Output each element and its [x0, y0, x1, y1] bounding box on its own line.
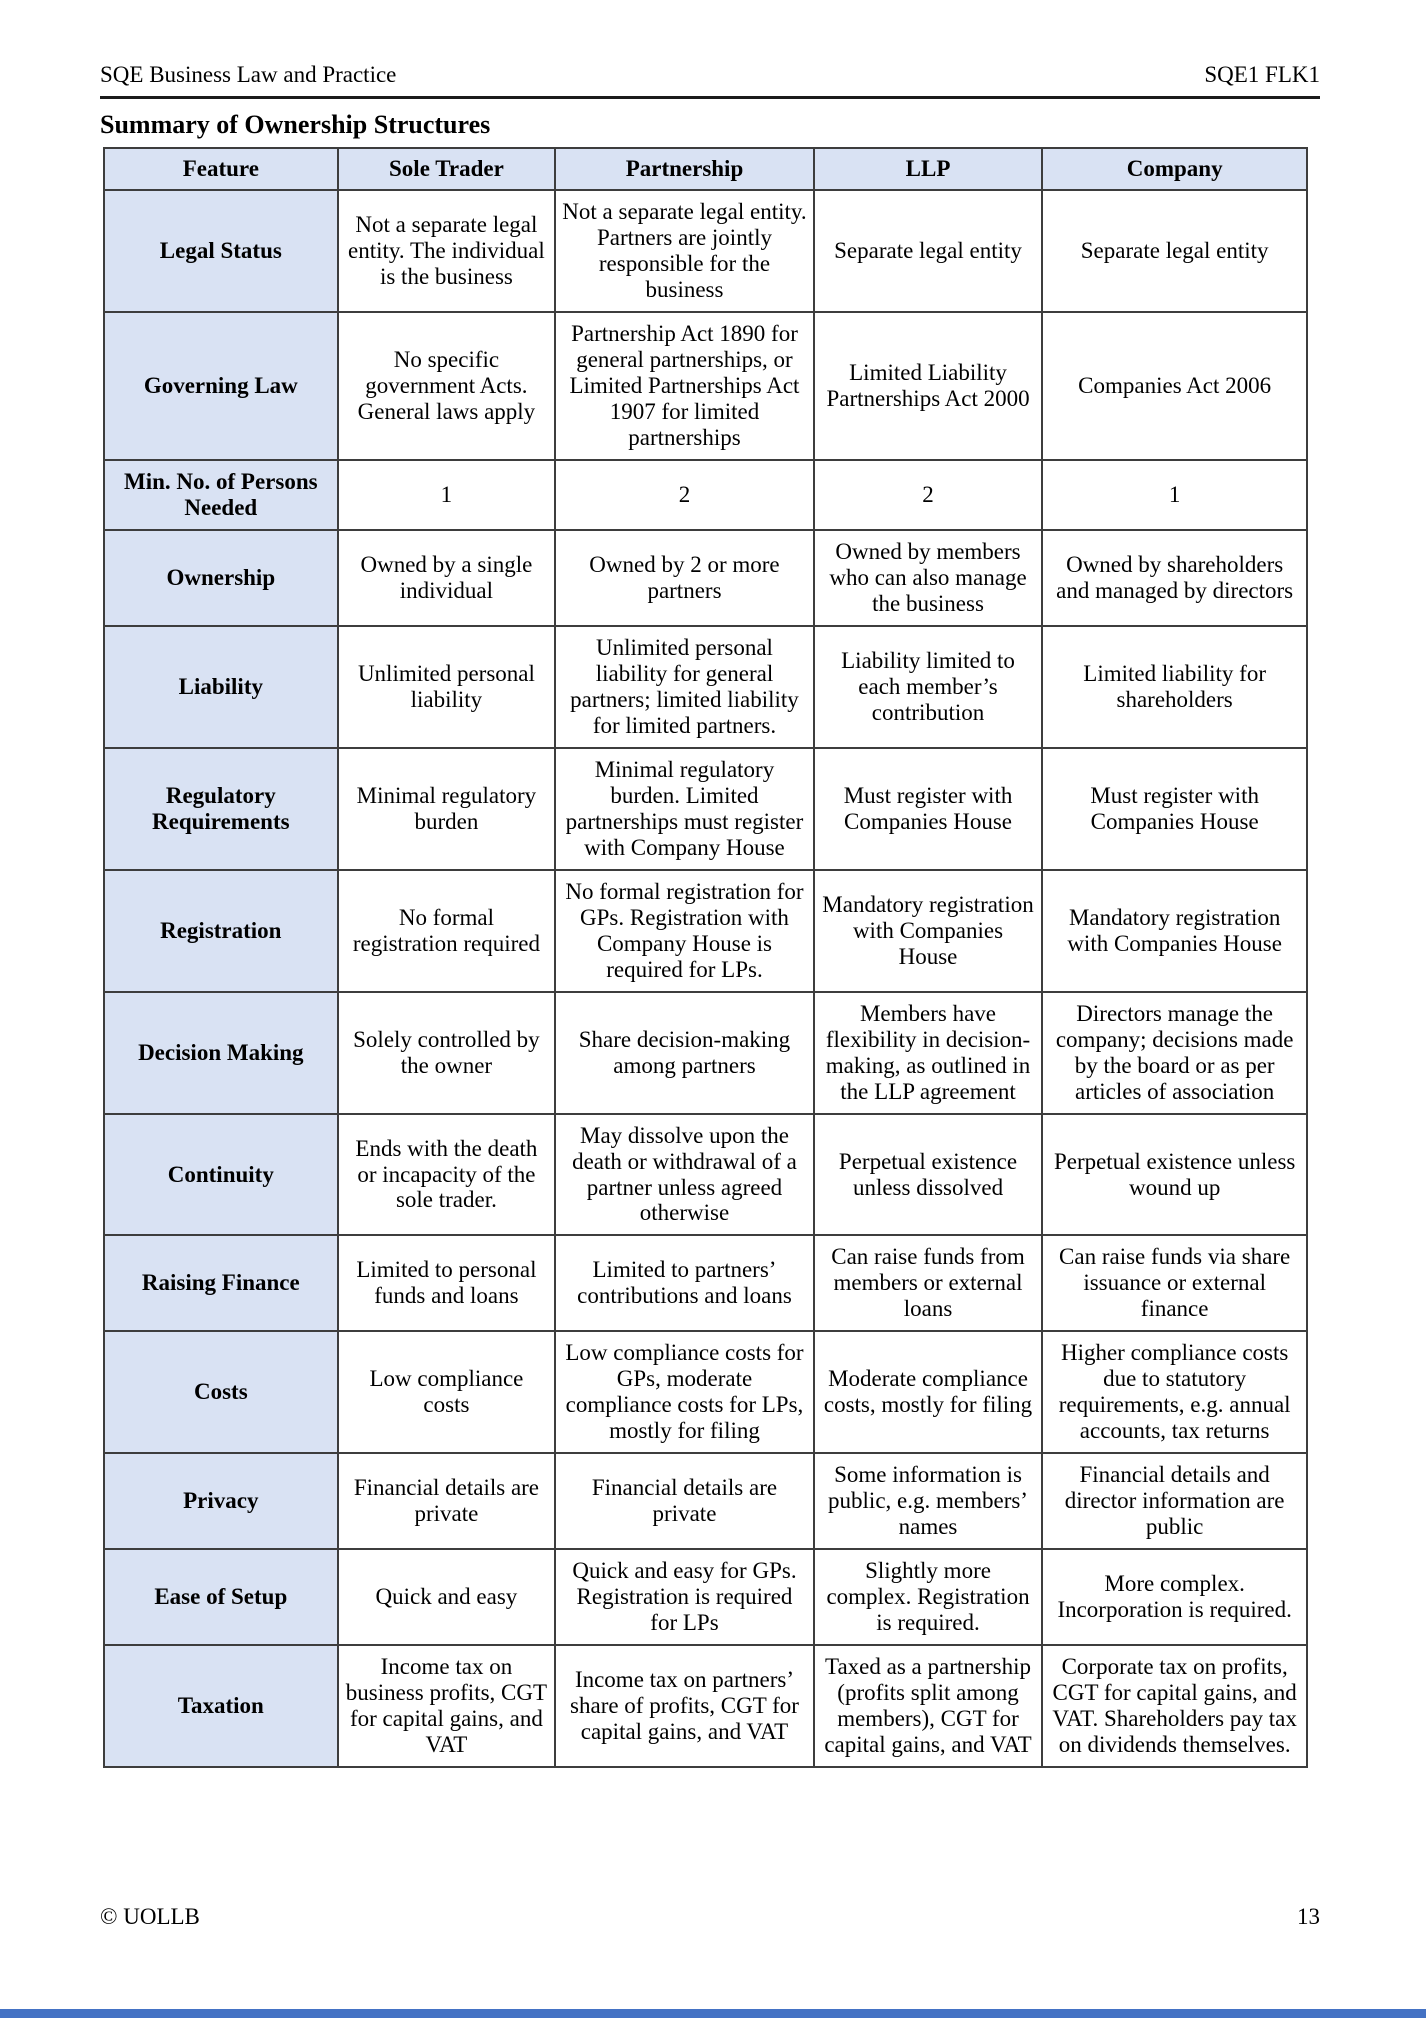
- table-cell: Can raise funds via share issuance or external finance: [1042, 1235, 1307, 1331]
- feature-cell: Taxation: [104, 1645, 338, 1767]
- table-row: [104, 530, 1307, 626]
- table-cell: 1: [338, 460, 556, 530]
- table-row: [104, 190, 1307, 312]
- running-header: [100, 62, 1320, 99]
- feature-cell: Regulatory Requirements: [104, 748, 338, 870]
- table-cell: Quick and easy: [338, 1549, 556, 1645]
- feature-cell: Raising Finance: [104, 1235, 338, 1331]
- table-cell: Separate legal entity: [814, 190, 1043, 312]
- page-number: 13: [1297, 1904, 1320, 1929]
- table-cell: Ends with the death or incapacity of the sole trader.: [338, 1114, 556, 1236]
- table-cell: Must register with Companies House: [814, 748, 1043, 870]
- table-cell: Share decision-making among partners: [555, 992, 814, 1114]
- table-cell: Mandatory registration with Companies House: [814, 870, 1043, 992]
- feature-cell: Costs: [104, 1331, 338, 1453]
- feature-cell: Ownership: [104, 530, 338, 626]
- table-cell: Partnership Act 1890 for general partnerships, or Limited Partnerships Act 1907 for limited partnerships: [555, 312, 814, 460]
- table-row: [104, 1453, 1307, 1549]
- table-cell: Not a separate legal entity. The individual is the business: [338, 190, 556, 312]
- feature-cell: Liability: [104, 626, 338, 748]
- table-row: [104, 748, 1307, 870]
- table-cell: Perpetual existence unless dissolved: [814, 1114, 1043, 1236]
- table-cell: Owned by 2 or more partners: [555, 530, 814, 626]
- table-cell: Liability limited to each member’s contribution: [814, 626, 1043, 748]
- table-cell: Low compliance costs: [338, 1331, 556, 1453]
- table-cell: May dissolve upon the death or withdrawal of a partner unless agreed otherwise: [555, 1114, 814, 1236]
- table-cell: 2: [555, 460, 814, 530]
- table-cell: Solely controlled by the owner: [338, 992, 556, 1114]
- table-row: [104, 460, 1307, 530]
- table-cell: Income tax on business profits, CGT for capital gains, and VAT: [338, 1645, 556, 1767]
- table-cell: Separate legal entity: [1042, 190, 1307, 312]
- column-header: Company: [1042, 148, 1307, 190]
- table-cell: Slightly more complex. Registration is required.: [814, 1549, 1043, 1645]
- bottom-bar: [0, 2009, 1426, 2018]
- column-header: Sole Trader: [338, 148, 556, 190]
- table-row: [104, 1235, 1307, 1331]
- table-cell: Limited liability for shareholders: [1042, 626, 1307, 748]
- table-cell: Limited Liability Partnerships Act 2000: [814, 312, 1043, 460]
- table-cell: Limited to partners’ contributions and loans: [555, 1235, 814, 1331]
- column-header: Feature: [104, 148, 338, 190]
- table-cell: Unlimited personal liability: [338, 626, 556, 748]
- footer-copyright: © UOLLB: [100, 1904, 200, 1929]
- table-cell: Mandatory registration with Companies House: [1042, 870, 1307, 992]
- table-cell: Income tax on partners’ share of profits, CGT for capital gains, and VAT: [555, 1645, 814, 1767]
- feature-cell: Min. No. of Persons Needed: [104, 460, 338, 530]
- feature-cell: Governing Law: [104, 312, 338, 460]
- header-right-text: SQE1 FLK1: [1204, 62, 1320, 87]
- table-cell: Some information is public, e.g. members’ names: [814, 1453, 1043, 1549]
- table-cell: Can raise funds from members or external loans: [814, 1235, 1043, 1331]
- feature-cell: Legal Status: [104, 190, 338, 312]
- column-header: LLP: [814, 148, 1043, 190]
- table-cell: 2: [814, 460, 1043, 530]
- table-cell: 1: [1042, 460, 1307, 530]
- table-cell: Owned by shareholders and managed by directors: [1042, 530, 1307, 626]
- column-header: Partnership: [555, 148, 814, 190]
- running-footer: [100, 1904, 1320, 1930]
- feature-cell: Continuity: [104, 1114, 338, 1236]
- table-cell: Not a separate legal entity. Partners are jointly responsible for the business: [555, 190, 814, 312]
- ownership-structures-table: [103, 147, 1308, 1768]
- table-cell: Taxed as a partnership (profits split among members), CGT for capital gains, and VAT: [814, 1645, 1043, 1767]
- table-row: [104, 870, 1307, 992]
- table-cell: Financial details and director information are public: [1042, 1453, 1307, 1549]
- table-row: [104, 1645, 1307, 1767]
- table-cell: Minimal regulatory burden. Limited partnerships must register with Company House: [555, 748, 814, 870]
- table-row: [104, 626, 1307, 748]
- page-title: Summary of Ownership Structures: [100, 110, 491, 139]
- table-cell: Quick and easy for GPs. Registration is required for LPs: [555, 1549, 814, 1645]
- table-row: [104, 1549, 1307, 1645]
- table-cell: Perpetual existence unless wound up: [1042, 1114, 1307, 1236]
- table-cell: Owned by a single individual: [338, 530, 556, 626]
- table-row: [104, 1114, 1307, 1236]
- table-cell: Must register with Companies House: [1042, 748, 1307, 870]
- table-row: [104, 992, 1307, 1114]
- table-cell: Minimal regulatory burden: [338, 748, 556, 870]
- table-cell: No formal registration required: [338, 870, 556, 992]
- feature-cell: Registration: [104, 870, 338, 992]
- table-cell: Limited to personal funds and loans: [338, 1235, 556, 1331]
- table-cell: Companies Act 2006: [1042, 312, 1307, 460]
- table-cell: No formal registration for GPs. Registration with Company House is required for LPs.: [555, 870, 814, 992]
- table-cell: Directors manage the company; decisions made by the board or as per articles of association: [1042, 992, 1307, 1114]
- table-cell: Moderate compliance costs, mostly for filing: [814, 1331, 1043, 1453]
- table-cell: Low compliance costs for GPs, moderate compliance costs for LPs, mostly for filing: [555, 1331, 814, 1453]
- header-left-text: SQE Business Law and Practice: [100, 62, 397, 87]
- table-row: [104, 1331, 1307, 1453]
- feature-cell: Decision Making: [104, 992, 338, 1114]
- table-cell: More complex. Incorporation is required.: [1042, 1549, 1307, 1645]
- table-cell: Higher compliance costs due to statutory requirements, e.g. annual accounts, tax returns: [1042, 1331, 1307, 1453]
- table-cell: Corporate tax on profits, CGT for capital gains, and VAT. Shareholders pay tax on dividends themselves.: [1042, 1645, 1307, 1767]
- feature-cell: Ease of Setup: [104, 1549, 338, 1645]
- table-cell: Unlimited personal liability for general partners; limited liability for limited partners.: [555, 626, 814, 748]
- table-cell: Owned by members who can also manage the business: [814, 530, 1043, 626]
- table-cell: Financial details are private: [338, 1453, 556, 1549]
- table-row: [104, 312, 1307, 460]
- table-cell: Members have flexibility in decision-making, as outlined in the LLP agreement: [814, 992, 1043, 1114]
- table-cell: Financial details are private: [555, 1453, 814, 1549]
- feature-cell: Privacy: [104, 1453, 338, 1549]
- table-header-row: [104, 148, 1307, 190]
- table-cell: No specific government Acts. General laws apply: [338, 312, 556, 460]
